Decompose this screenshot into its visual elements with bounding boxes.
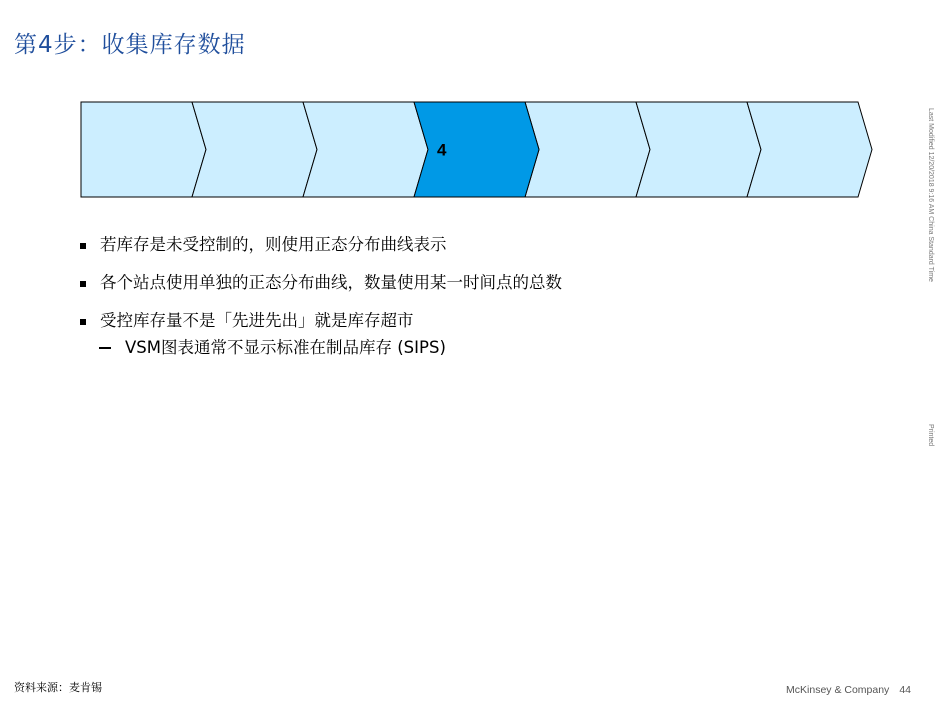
process-step — [303, 102, 428, 197]
bullet-item — [80, 308, 780, 334]
footer — [786, 684, 911, 696]
printed-note: Printed — [927, 424, 934, 447]
company-name: McKinsey & Company — [786, 684, 890, 696]
bullet-square-icon — [80, 281, 86, 287]
process-step — [192, 102, 317, 197]
bullet-square-icon — [80, 243, 86, 249]
active-step-label: 4 — [437, 140, 447, 160]
process-step — [636, 102, 761, 197]
page-title: 第4步：收集库存数据 — [14, 32, 246, 58]
process-chevron-bar — [80, 100, 876, 202]
bullet-text: 受控库存量不是「先进先出」就是库存超市 — [100, 310, 414, 330]
bullet-text: 各个站点使用单独的正态分布曲线，数量使用某一时间点的总数 — [100, 272, 562, 292]
process-step — [81, 102, 206, 197]
dash-icon — [99, 347, 111, 349]
last-modified-note: Last Modified 12/20/2018 9:16 AM China Standard Time — [927, 108, 934, 282]
bullet-square-icon — [80, 319, 86, 325]
bullet-item — [80, 270, 780, 296]
sub-bullet-item — [80, 336, 780, 360]
bullet-text: 若库存是未受控制的，则使用正态分布曲线表示 — [100, 234, 447, 254]
bullet-list — [80, 232, 780, 360]
process-step — [525, 102, 650, 197]
page-number: 44 — [899, 684, 911, 696]
bullet-item — [80, 232, 780, 258]
sub-bullet-text: VSM图表通常不显示标准在制品库存 (SIPS) — [125, 337, 446, 357]
process-step — [747, 102, 872, 197]
source-note: 资料来源：麦肯锡 — [14, 681, 102, 694]
process-chevron-svg — [80, 100, 876, 202]
process-step-active — [414, 102, 539, 197]
